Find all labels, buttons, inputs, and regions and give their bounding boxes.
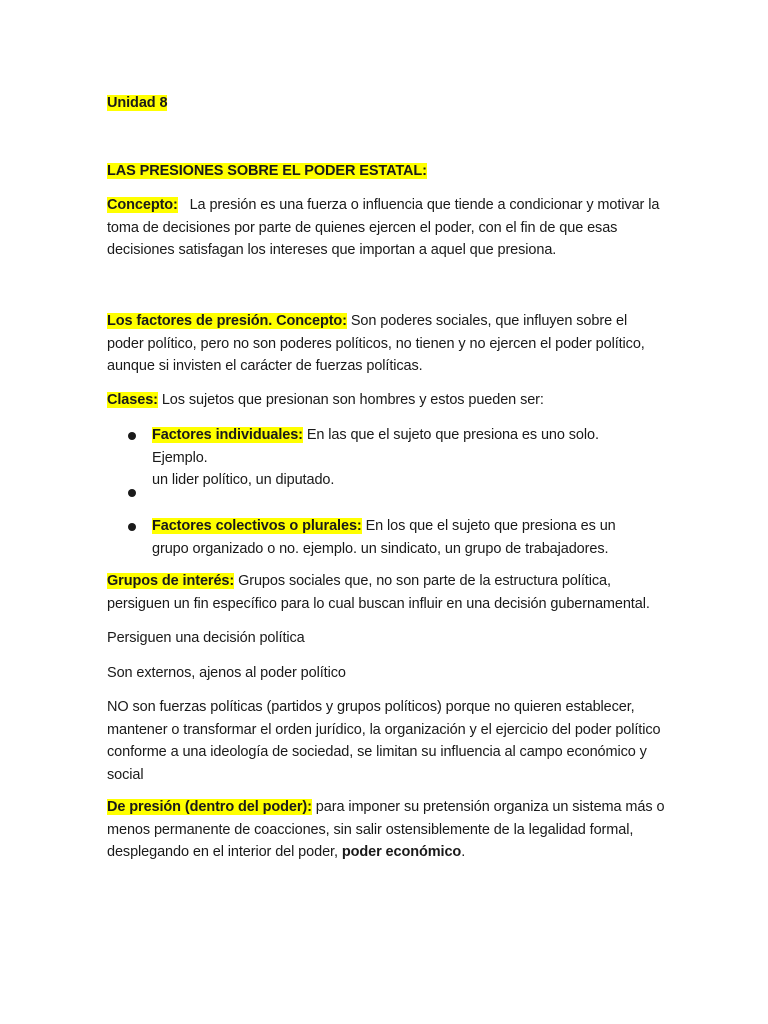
presion-bold: poder económico xyxy=(341,844,462,860)
bullet-icon xyxy=(128,489,136,497)
factores-paragraph xyxy=(107,310,667,378)
paragraph: Son externos, ajenos al poder político xyxy=(107,665,346,681)
clases-label: Clases: xyxy=(107,392,158,408)
grupos-paragraph xyxy=(107,570,667,615)
concepto-label: Concepto: xyxy=(107,197,178,213)
concepto-paragraph xyxy=(107,194,667,262)
grupos-label: Grupos de interés: xyxy=(107,573,235,589)
section-title: LAS PRESIONES SOBRE EL PODER ESTATAL: xyxy=(107,163,427,179)
bullet-icon xyxy=(128,432,136,440)
presion-text: para imponer su pretensión organiza un sistema más o menos permanente de coacciones, sin salir ostensiblemente de la legalidad formal, desplegando en el interior del poder, xyxy=(107,799,665,860)
grupos-text: Grupos sociales que, no son parte de la estructura política, persiguen un fin específico para lo cual buscan influir en una decisión gubernamental. xyxy=(107,573,650,612)
list-item: Factores individuales: En las que el sujeto que presiona es uno solo. Ejemplo. un lider político, un diputado. xyxy=(152,427,599,488)
presion-paragraph: De presión (dentro del poder): para imponer su pretensión organiza un sistema más o menos permanente de coacciones, sin salir ostensiblemente de la legalidad formal, desplegando en el interior del poder, poder económico. xyxy=(107,799,665,860)
paragraph: NO son fuerzas políticas (partidos y grupos políticos) porque no quieren establecer, mantener o transformar el orden jurídico, la organización y el ejercicio del poder político conforme a una ideología de sociedad, se limitan su influencia al campo económico y social xyxy=(107,699,661,783)
presion-label: De presión (dentro del poder): xyxy=(107,799,312,815)
unit-heading: Unidad 8 xyxy=(107,95,168,111)
factores-label: Los factores de presión. Concepto: xyxy=(107,313,347,329)
factores-text: Son poderes sociales, que influyen sobre el poder político, pero no son poderes políticos, no tienen y no ejercen el poder político, aunque si invisten el carácter de fuerzas políticas. xyxy=(107,313,645,374)
paragraph: Persiguen una decisión política xyxy=(107,630,305,646)
bullet-icon xyxy=(128,523,136,531)
concepto-text: La presión es una fuerza o influencia que tiende a condicionar y motivar la toma de decisiones por parte de quienes ejercen el poder, con el fin de que esas decisiones satisfagan los intereses que importan a aquel que presiona. xyxy=(107,197,660,258)
list-item: Factores colectivos o plurales: En los que el sujeto que presiona es un grupo organizado o no. ejemplo. un sindicato, un grupo de trabajadores. xyxy=(152,518,616,557)
clases-paragraph xyxy=(107,389,667,412)
clases-text: Los sujetos que presionan son hombres y estos pueden ser: xyxy=(161,392,544,408)
